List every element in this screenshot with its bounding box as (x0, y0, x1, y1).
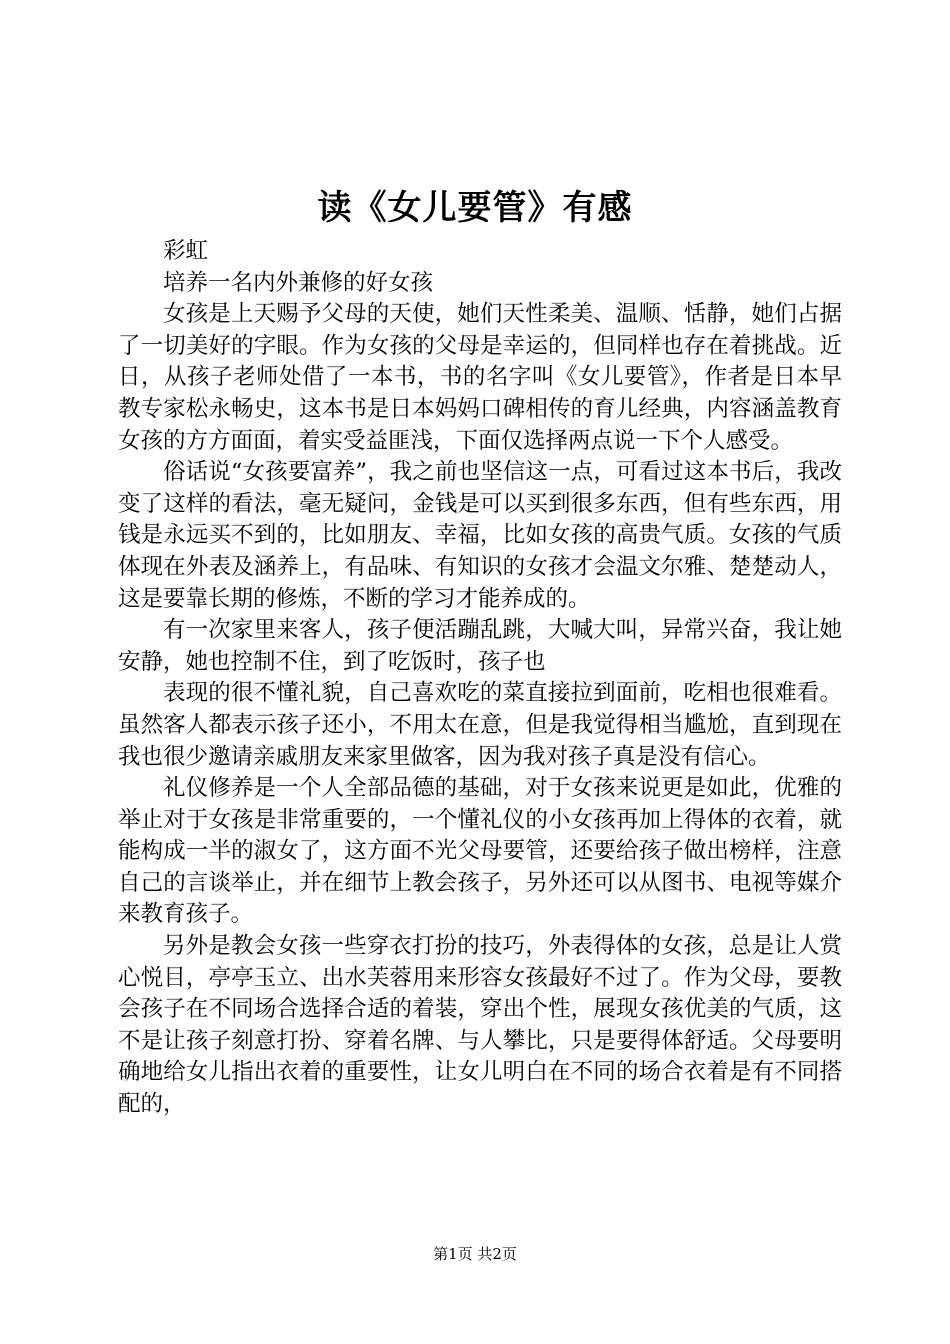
paragraph: 表现的很不懂礼貌，自己喜欢吃的菜直接拉到面前，吃相也很难看。虽然客人都表示孩子还小，不用太在意，但是我觉得相当尴尬，直到现在我也很少邀请亲戚朋友来家里做客，因为我对孩子真是没有信心。 (118, 680, 842, 770)
paragraph: 有一次家里来客人，孩子便活蹦乱跳，大喊大叫，异常兴奋，我让她安静，她也控制不住，到了吃饭时，孩子也 (118, 617, 842, 675)
paragraph: 俗话说“女孩要富养”，我之前也坚信这一点，可看过这本书后，我改变了这样的看法，毫无疑问，金钱是可以买到很多东西，但有些东西，用钱是永远买不到的，比如朋友、幸福，比如女孩的高贵气质。女孩的气质体现在外表及涵养上，有品味、有知识的女孩才会温文尔雅、楚楚动人，这是要靠长期的修炼，不断的学习才能养成的。 (118, 459, 842, 612)
paragraph: 女孩是上天赐予父母的天使，她们天性柔美、温顺、恬静，她们占据了一切美好的字眼。作为女孩的父母是幸运的，但同样也存在着挑战。近日，从孩子老师处借了一本书，书的名字叫《女儿要管》，作者是日本早教专家松永畅史，这本书是日本妈妈口碑相传的育儿经典，内容涵盖教育女孩的方方面面，着实受益匪浅，下面仅选择两点说一下个人感受。 (118, 301, 842, 454)
page-footer: 第1页 共2页 (433, 1245, 517, 1263)
paragraph: 另外是教会女孩一些穿衣打扮的技巧，外表得体的女孩，总是让人赏心悦目，亭亭玉立、出水芙蓉用来形容女孩最好不过了。作为父母，要教会孩子在不同场合选择合适的着装，穿出个性，展现女孩优美的气质，这不是让孩子刻意打扮、穿着名牌、与人攀比，只是要得体舒适。父母要明确地给女儿指出衣着的重要性，让女儿明白在不同的场合衣着是有不同搭配的， (118, 933, 842, 1118)
author-line: 彩虹 (163, 238, 209, 264)
document-body (118, 236, 842, 1121)
subtitle-line: 培养一名内外兼修的好女孩 (163, 269, 434, 296)
paragraph: 礼仪修养是一个人全部品德的基础，对于女孩来说更是如此，优雅的举止对于女孩是非常重要的，一个懂礼仪的小女孩再加上得体的衣着，就能构成一半的淑女了，这方面不光父母要管，还要给孩子做出榜样，注意自己的言谈举止，并在细节上教会孩子，另外还可以从图书、电视等媒介来教育孩子。 (118, 775, 842, 928)
document-title: 读《女儿要管》有感 (317, 188, 633, 228)
